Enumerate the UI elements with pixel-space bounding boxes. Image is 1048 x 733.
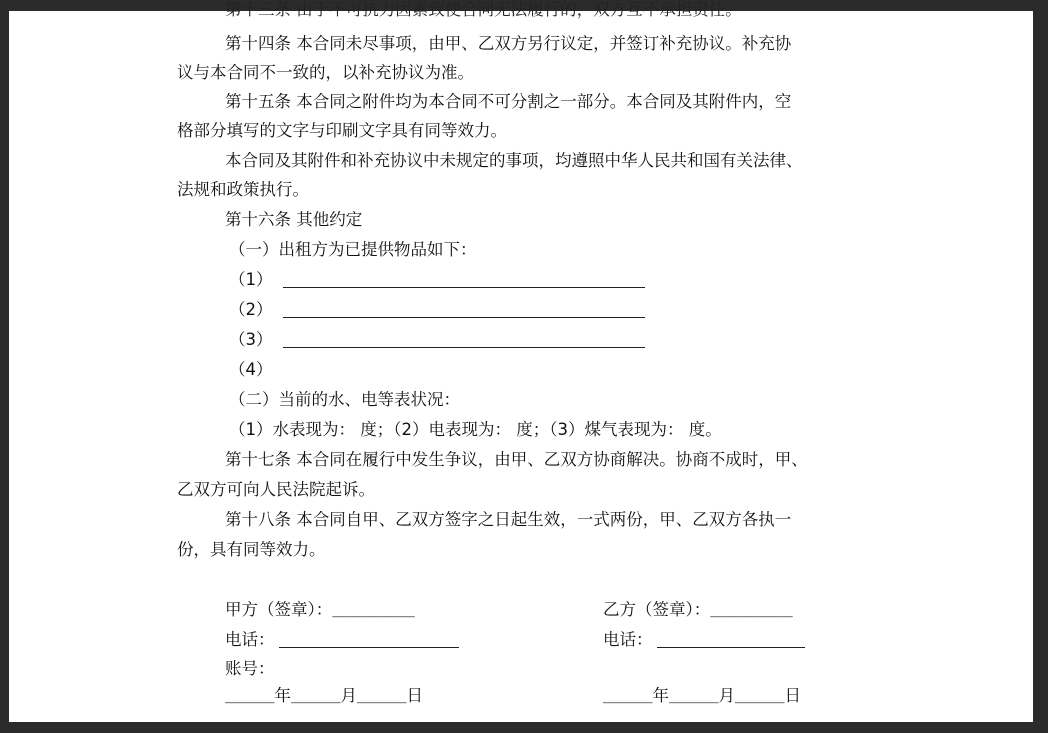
party-b-signature: 乙方（签章）：＿＿＿＿＿ [603, 600, 793, 619]
party-a-phone [225, 625, 459, 655]
party-b-date: ＿＿＿年＿＿＿月＿＿＿日 [603, 686, 801, 705]
party-a-phone-blank [279, 633, 459, 648]
item-4: （4） [229, 360, 273, 379]
document-page [9, 0, 1033, 722]
item-3 [229, 325, 645, 355]
law-clause-line2: 法规和政策执行。 [177, 180, 309, 199]
meter-line: （1）水表现为： 度；（2）电表现为： 度；（3）煤气表现为： 度。 [229, 420, 722, 439]
party-a-phone-label: 电话： [225, 630, 275, 649]
article-17-line2: 乙双方可向人民法院起诉。 [177, 480, 375, 499]
cut-off-line: 第十三条 由于不可抗力因素致使合同无法履行的，双方互不承担责任。 [225, 0, 742, 19]
article-14-line2: 议与本合同不一致的，以补充协议为准。 [177, 63, 474, 82]
meter-title: （二）当前的水、电等表状况： [229, 390, 460, 409]
item-2 [229, 295, 645, 325]
party-b-phone-blank [657, 633, 805, 648]
item-3-blank [283, 333, 645, 348]
items-title: （一）出租方为已提供物品如下： [229, 240, 477, 259]
law-clause-line1: 本合同及其附件和补充协议中未规定的事项，均遵照中华人民共和国有关法律、 [225, 151, 803, 170]
article-17-line1: 第十七条 本合同在履行中发生争议，由甲、乙双方协商解决。协商不成时，甲、 [225, 450, 808, 469]
article-15-line1: 第十五条 本合同之附件均为本合同不可分割之一部分。本合同及其附件内，空 [225, 92, 792, 111]
article-15-line2: 格部分填写的文字与印刷文字具有同等效力。 [177, 121, 507, 140]
item-1-label: （1） [229, 270, 273, 289]
item-1 [229, 265, 645, 295]
party-a-account: 账号： [225, 659, 275, 678]
item-3-label: （3） [229, 330, 273, 349]
item-2-label: （2） [229, 300, 273, 319]
item-1-blank [283, 273, 645, 288]
article-18-line2: 份，具有同等效力。 [177, 540, 326, 559]
article-16-title: 第十六条 其他约定 [225, 210, 363, 229]
party-b-phone-label: 电话： [603, 630, 653, 649]
article-14-line1: 第十四条 本合同未尽事项，由甲、乙双方另行议定，并签订补充协议。补充协 [225, 34, 792, 53]
item-2-blank [283, 303, 645, 318]
article-18-line1: 第十八条 本合同自甲、乙双方签字之日起生效，一式两份，甲、乙双方各执一 [225, 510, 792, 529]
party-a-signature: 甲方（签章）：＿＿＿＿＿ [225, 600, 415, 619]
party-b-phone [603, 625, 805, 655]
party-a-date: ＿＿＿年＿＿＿月＿＿＿日 [225, 686, 423, 705]
